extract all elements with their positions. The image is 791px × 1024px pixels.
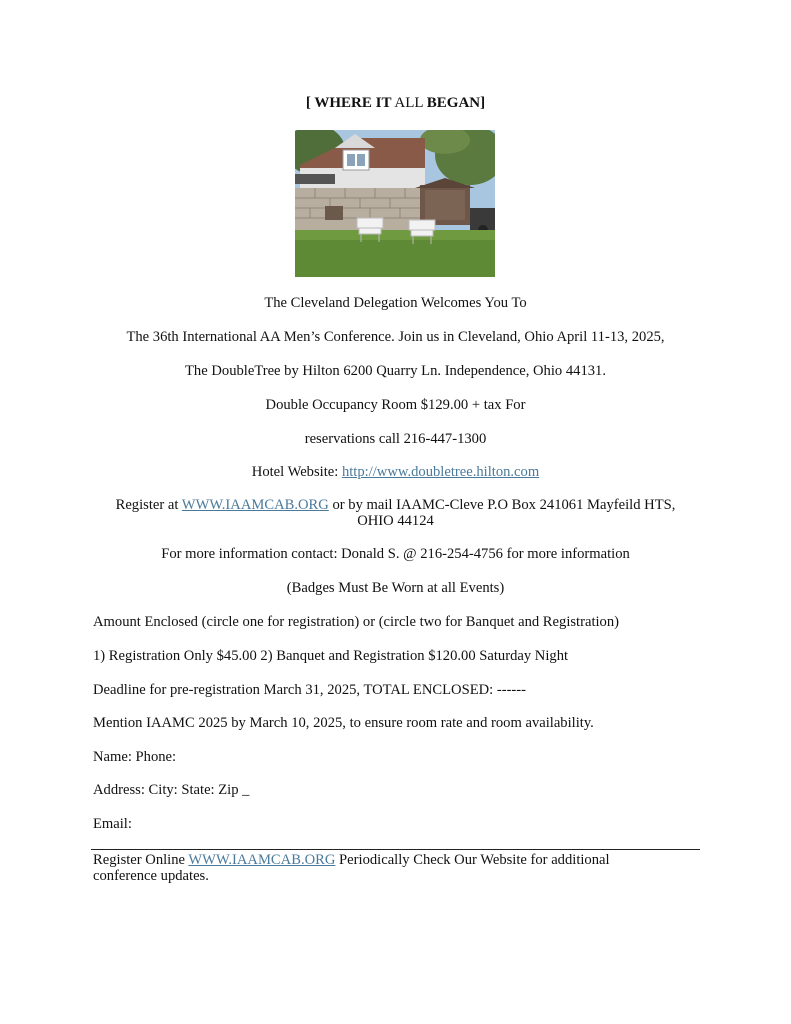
deadline-line: Deadline for pre-registration March 31, 2025, TOTAL ENCLOSED: ------: [93, 682, 527, 698]
options-line: 1) Registration Only $45.00 2) Banquet and Registration $120.00 Saturday Night: [93, 648, 569, 664]
house-photo: [295, 130, 495, 277]
welcome-line: The Cleveland Delegation Welcomes You To: [264, 295, 527, 311]
register-prefix: Register at: [115, 497, 182, 513]
conference-line: The 36th International AA Men’s Conference. Join us in Cleveland, Ohio April 11-13, 2025,: [126, 329, 665, 345]
page-title: [0, 95, 791, 112]
footer-suffix: Periodically Check Our Website for additional: [335, 852, 610, 868]
title-where-it: WHERE IT: [314, 95, 392, 111]
room-line: Double Occupancy Room $129.00 + tax For: [265, 397, 526, 413]
register-line: [0, 497, 791, 514]
email-field: Email:: [93, 816, 132, 832]
register-line-2: OHIO 44124: [357, 513, 434, 529]
hotel-website-label: Hotel Website:: [251, 464, 342, 480]
address-field: Address: City: State: Zip _: [93, 782, 250, 798]
reservations-line: reservations call 216-447-1300: [304, 431, 487, 447]
amount-line: Amount Enclosed (circle one for registration) or (circle two for Banquet and Registration): [93, 614, 620, 630]
contact-line: For more information contact: Donald S. @ 216-254-4756 for more information: [161, 546, 630, 562]
hotel-website-line: [0, 464, 791, 481]
hotel-website-link[interactable]: http://www.doubletree.hilton.com: [341, 464, 540, 480]
title-all: ALL: [391, 95, 427, 111]
title-began: BEGAN]: [426, 95, 486, 111]
title-bracket: [: [305, 95, 315, 111]
mention-line: Mention IAAMC 2025 by March 10, 2025, to ensure room rate and room availability.: [93, 715, 594, 731]
footer-line-2: conference updates.: [93, 868, 209, 884]
footer-register-link[interactable]: WWW.IAAMCAB.ORG: [188, 852, 336, 868]
divider: [91, 849, 700, 850]
name-phone-field: Name: Phone:: [93, 749, 177, 765]
footer-register-line: [93, 852, 610, 869]
badges-line: (Badges Must Be Worn at all Events): [286, 580, 505, 596]
footer-prefix: Register Online: [93, 852, 189, 868]
register-suffix: or by mail IAAMC-Cleve P.O Box 241061 Mayfeild HTS,: [328, 497, 676, 513]
hotel-line: The DoubleTree by Hilton 6200 Quarry Ln. Independence, Ohio 44131.: [185, 363, 606, 379]
register-link[interactable]: WWW.IAAMCAB.ORG: [181, 497, 329, 513]
